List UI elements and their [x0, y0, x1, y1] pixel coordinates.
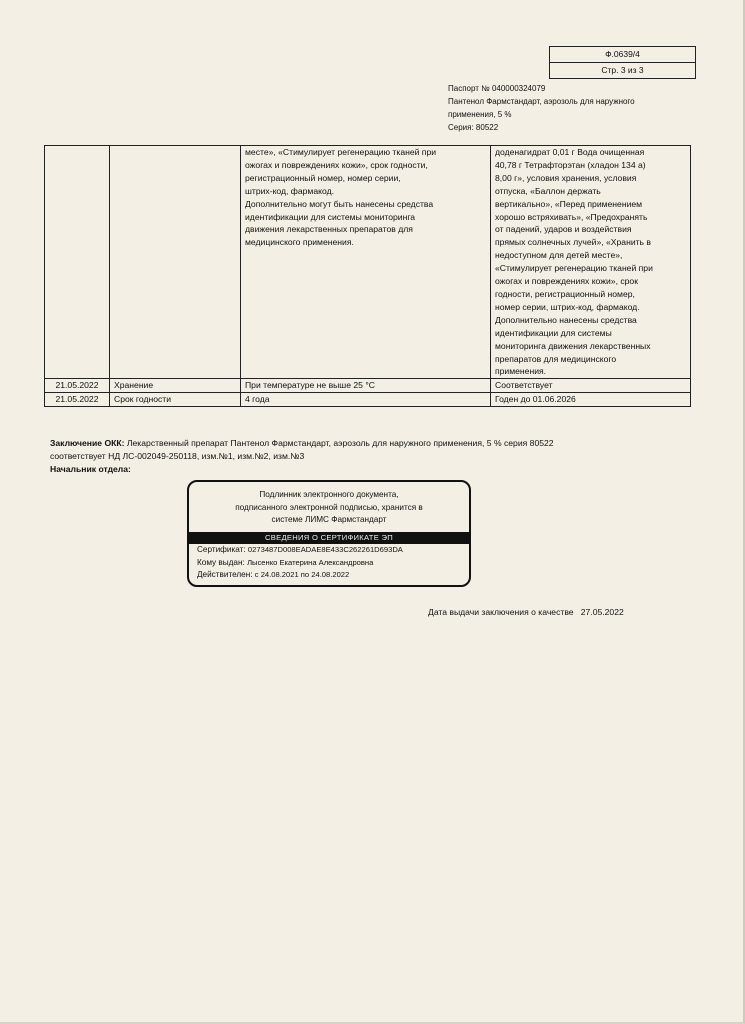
form-number-box [549, 46, 696, 79]
certificate-value: 0273487D008EADAE8E433C262261D693DA [247, 545, 403, 554]
row-result: Годен до 01.06.2026 [491, 393, 691, 407]
department-head-label: Начальник отдела: [50, 464, 131, 474]
conclusion-text1: Лекарственный препарат Пантенол Фармстандарт, аэрозоль для наружного применения, 5 % серия 80522 [124, 438, 554, 448]
page-counter: Стр. 3 из 3 [550, 62, 695, 78]
continued-indicator-cell [110, 146, 241, 379]
table-row [45, 393, 691, 407]
continued-requirement-text: месте», «Стимулирует регенерацию тканей при ожогах и повреждениях кожи», срок годности, регистрационный номер, номер серии, штрих-код, фармакод. Дополнительно могут быть нанесены средства идентификации для системы мониторинга движения лекарственных препаратов для медицинского применения. [245, 147, 437, 248]
row-date: 21.05.2022 [45, 379, 110, 393]
validity-label: Действителен: [197, 570, 255, 579]
issued-to-label: Кому выдан: [197, 557, 248, 567]
conclusion-text2: соответствует НД ЛС-002049-250118, изм.№1, изм.№2, изм.№3 [50, 451, 305, 461]
issue-date-label: Дата выдачи заключения о качестве [428, 607, 574, 617]
continued-requirement-cell [241, 146, 491, 379]
continued-date-cell [45, 146, 110, 379]
validity-row [189, 569, 469, 582]
issued-to-value: Лысенко Екатерина Александровна [247, 557, 374, 567]
form-code: Ф.0639/4 [605, 49, 640, 59]
issue-date [428, 607, 624, 617]
certificate-label: Сертификат: [197, 545, 248, 554]
e-signature-stamp [187, 480, 471, 587]
issued-to-row [189, 557, 469, 570]
product-name-line1: Пантенол Фармстандарт, аэрозоль для наружного [448, 97, 635, 106]
stamp-line3: системе ЛИМС Фармстандарт [271, 515, 387, 524]
product-name-line2: применения, 5 % [448, 110, 512, 119]
continued-result-cell [491, 146, 691, 379]
stamp-line2: подписанного электронной подписью, хранится в [235, 502, 423, 512]
conclusion-label: Заключение ОКК: [50, 438, 125, 448]
results-table [44, 145, 691, 407]
table-row [45, 379, 691, 393]
row-requirement: 4 года [241, 393, 491, 407]
row-result: Соответствует [491, 379, 691, 393]
passport-number: Паспорт № 040000324079 [448, 84, 546, 93]
row-requirement: При температуре не выше 25 °С [241, 379, 491, 393]
row-date: 21.05.2022 [45, 393, 110, 407]
qc-conclusion [50, 437, 690, 476]
certificate-row [189, 544, 469, 557]
row-indicator: Хранение [110, 379, 241, 393]
validity-value: с 24.08.2021 по 24.08.2022 [254, 570, 350, 579]
row-indicator: Срок годности [110, 393, 241, 407]
passport-header [448, 82, 668, 134]
certificate-info-bar: СВЕДЕНИЯ О СЕРТИФИКАТЕ ЭП [189, 532, 469, 544]
stamp-header [189, 482, 469, 528]
issue-date-value: 27.05.2022 [580, 607, 624, 617]
conclusion-line1 [50, 437, 690, 450]
batch-number: Серия: 80522 [448, 123, 499, 132]
stamp-line1: Подлинник электронного документа, [259, 490, 399, 499]
continued-result-text: доденагидрат 0,01 г Вода очищенная 40,78 г Тетрафторэтан (хладон 134 а) 8,00 г», условия хранения, условия отпуска, «Баллон держать вертикально», «Перед применением хорошо встряхивать», «Предохранять от падений, ударов и воздействия прямых солнечных лучей», «Хранить в недоступном для детей месте», «Стимулирует регенерацию тканей при ожогах и повреждениях кожи», срок годности, регистрационный номер, номер серии, штрих-код, фармакод. Дополнительно нанесены средства идентификации для системы мониторинга движения лекарственных препаратов для медицинского применения. [495, 147, 653, 377]
table-row-continued [45, 146, 691, 379]
